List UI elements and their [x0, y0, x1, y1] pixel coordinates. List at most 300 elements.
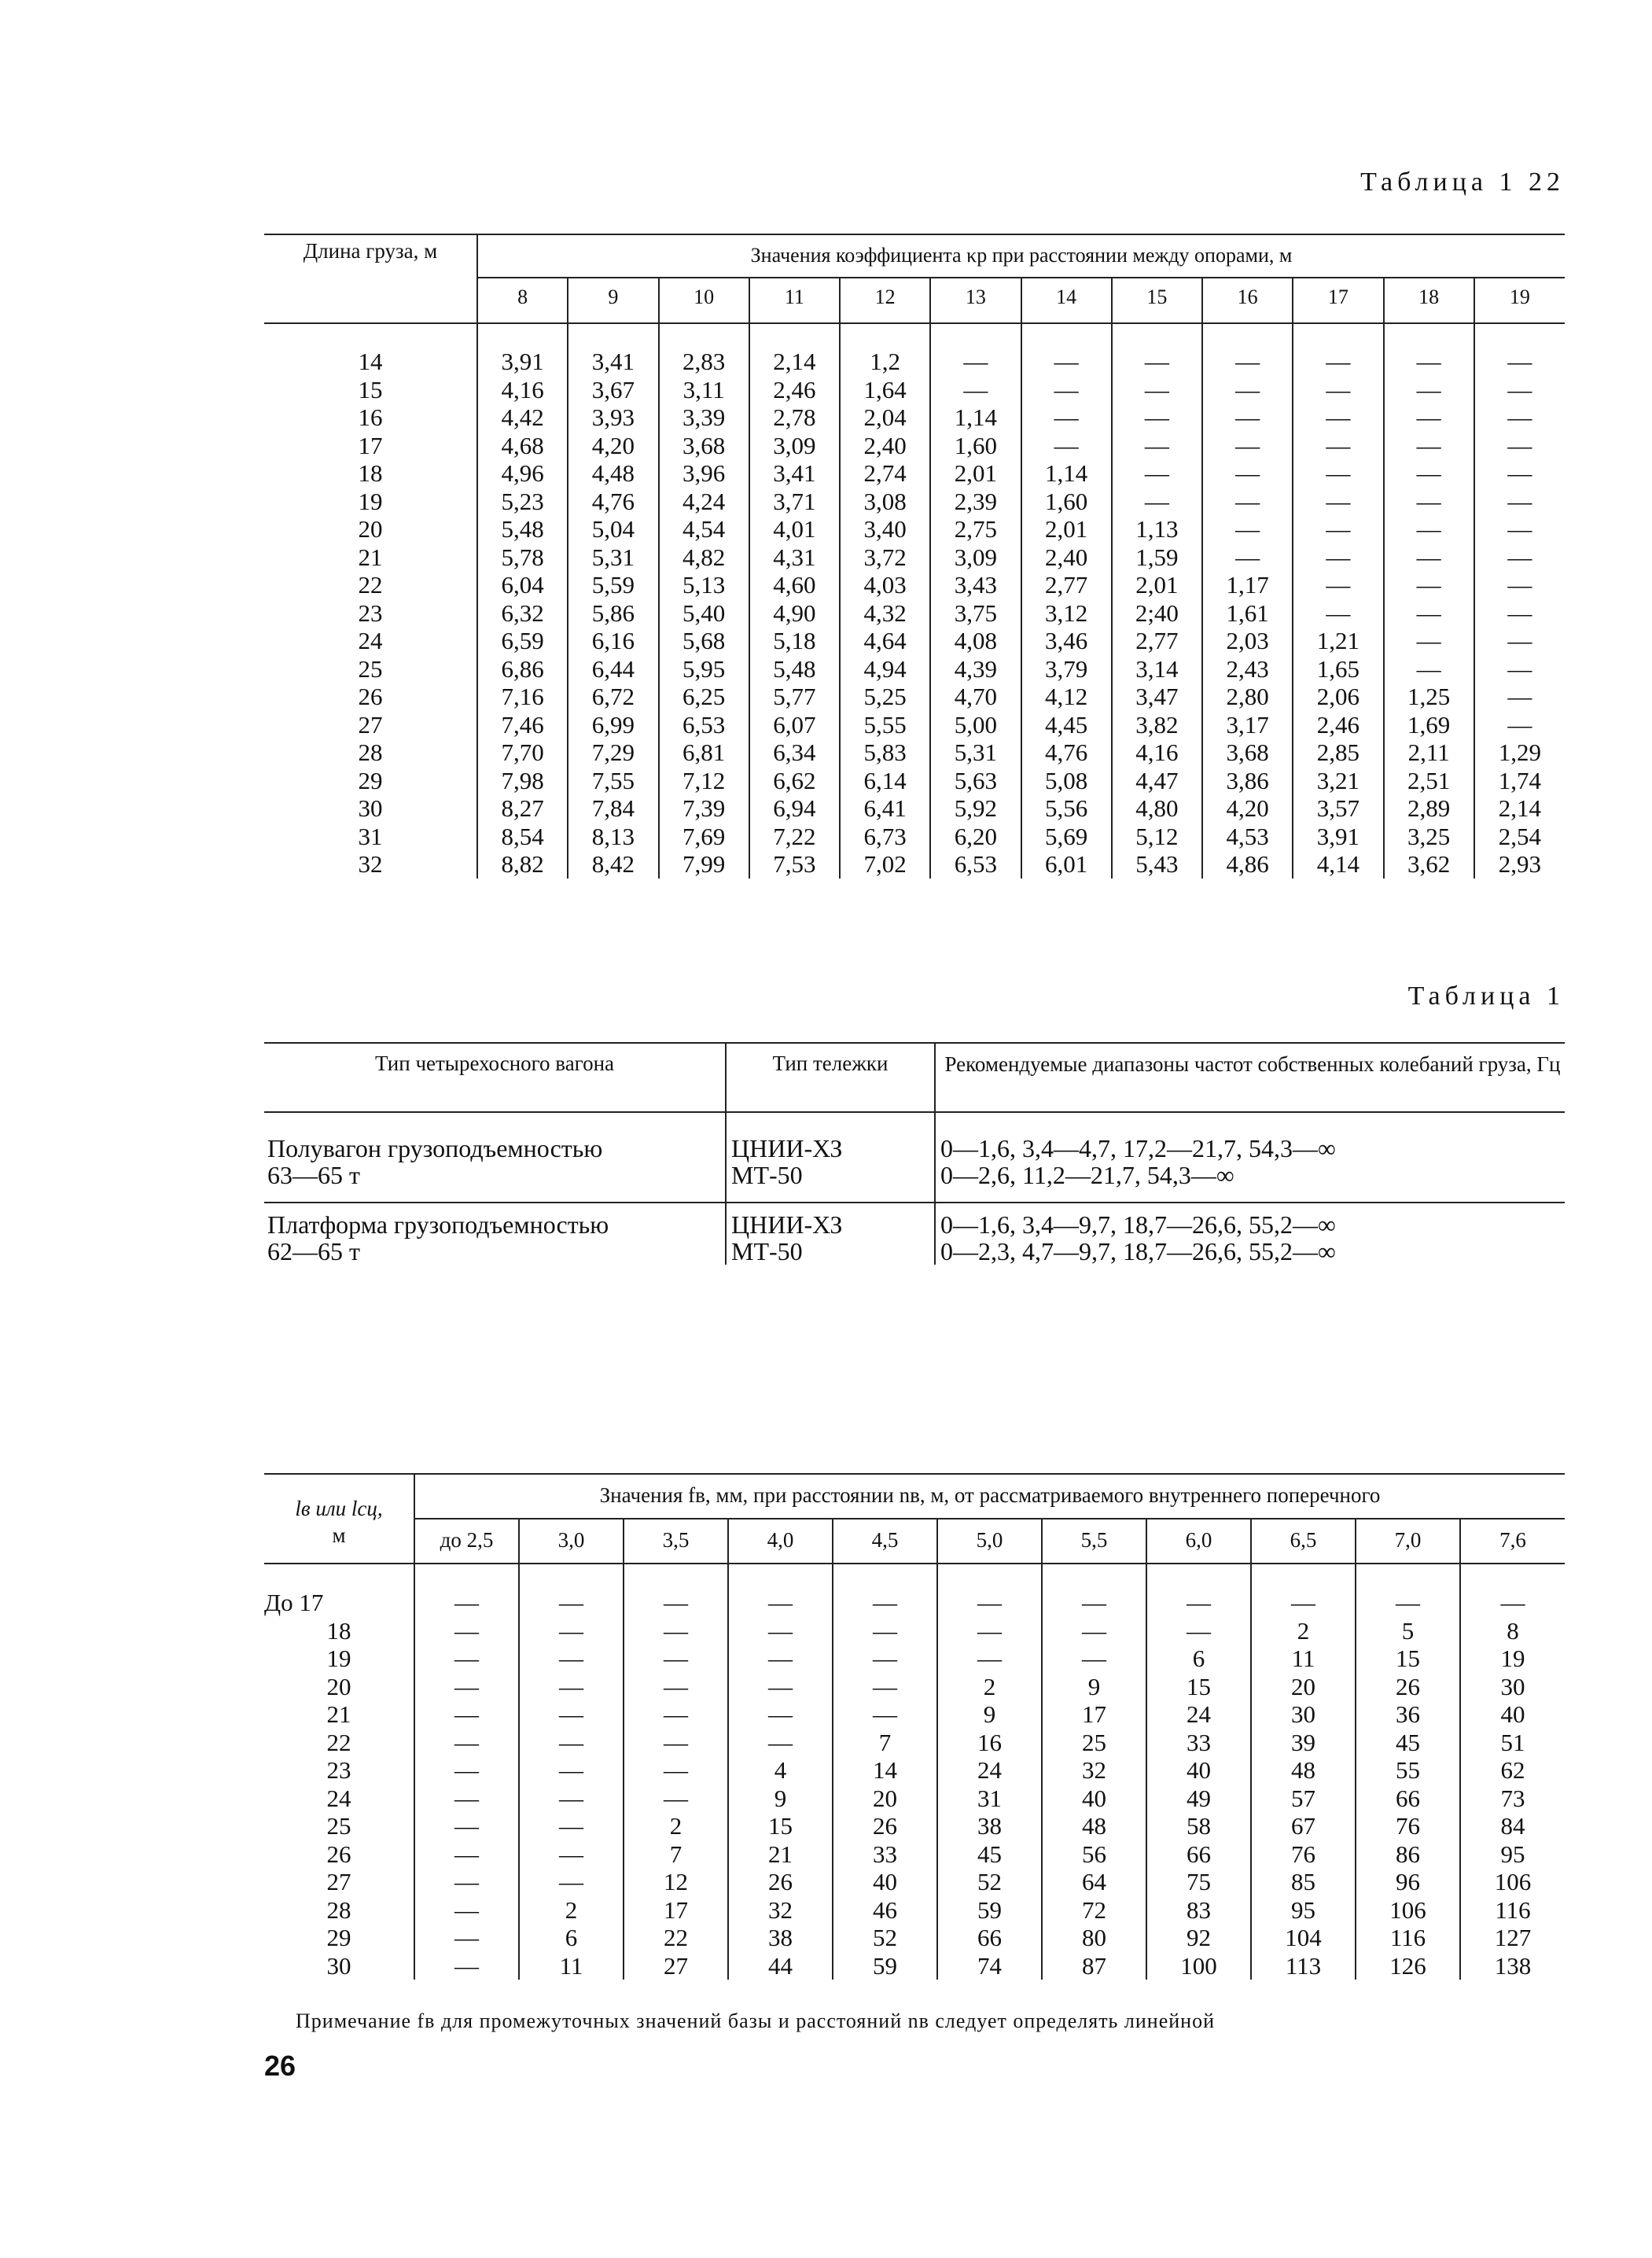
value-cell: —	[414, 1952, 519, 1980]
value-cell: —	[1293, 432, 1383, 460]
value-cell: —	[414, 1589, 519, 1617]
row-length-cell: 32	[358, 850, 383, 878]
value-cell: 4,16	[1112, 739, 1202, 767]
value-cell: 3,68	[659, 432, 749, 460]
value-cell: —	[1293, 376, 1383, 404]
value-cell: —	[1112, 403, 1202, 432]
value-cell: 64	[1042, 1868, 1146, 1896]
value-cell: 2,77	[1112, 627, 1202, 655]
value-cell: 3,57	[1293, 794, 1383, 823]
value-cell: —	[1474, 655, 1565, 683]
value-cell: 5,48	[749, 655, 840, 683]
value-cell: 2,43	[1202, 655, 1293, 683]
value-cell: 1,64	[840, 376, 930, 404]
value-cell: 4,90	[749, 599, 840, 628]
value-cell: 59	[937, 1896, 1042, 1925]
value-cell: 4,20	[1202, 794, 1293, 823]
value-cell: 4,08	[930, 627, 1021, 655]
value-cell: 7,99	[659, 850, 749, 879]
value-cell: 12	[624, 1868, 728, 1896]
value-cell: 1,13	[1112, 515, 1202, 543]
value-cell: 55	[1356, 1756, 1460, 1785]
value-cell: 92	[1146, 1924, 1251, 1952]
value-cell: 27	[624, 1952, 728, 1980]
value-cell: 95	[1460, 1840, 1565, 1869]
value-cell: 24	[1146, 1700, 1251, 1729]
value-cell: 113	[1251, 1952, 1356, 1980]
value-cell: 15	[1146, 1673, 1251, 1701]
value-cell: —	[1112, 488, 1202, 516]
value-cell: —	[1474, 627, 1565, 655]
value-cell: 6	[1146, 1645, 1251, 1673]
table1-col-header: 13	[930, 277, 1021, 318]
table1-col-header: 11	[749, 277, 840, 318]
row-base-cell: 21	[326, 1700, 351, 1728]
value-cell: —	[1293, 459, 1383, 488]
value-cell: 5,56	[1021, 794, 1112, 823]
value-cell: —	[1021, 432, 1112, 460]
value-cell: 4,48	[568, 459, 658, 488]
value-cell: —	[728, 1645, 833, 1673]
value-cell: 80	[1042, 1924, 1146, 1952]
value-cell: —	[624, 1756, 728, 1785]
value-cell: 6,01	[1021, 850, 1112, 879]
value-cell: 40	[1460, 1700, 1565, 1729]
value-cell: 106	[1356, 1896, 1460, 1925]
value-cell: 1,14	[1021, 459, 1112, 488]
value-cell: —	[1293, 543, 1383, 572]
value-cell: 8,82	[477, 850, 568, 879]
value-cell: 1,21	[1293, 627, 1383, 655]
value-cell: 5,68	[659, 627, 749, 655]
value-cell: 6,73	[840, 823, 930, 851]
table1-col-header: 18	[1384, 277, 1474, 318]
value-cell: 40	[1146, 1756, 1251, 1785]
value-cell: 4,03	[840, 571, 930, 599]
value-cell: 2;40	[1112, 599, 1202, 628]
row-base-cell: 24	[326, 1784, 351, 1812]
value-cell: 75	[1146, 1868, 1251, 1896]
value-cell: —	[1384, 376, 1474, 404]
value-cell: —	[1474, 515, 1565, 543]
value-cell: 17	[1042, 1700, 1146, 1729]
value-cell: —	[1293, 571, 1383, 599]
row-base-cell: 26	[326, 1840, 351, 1868]
value-cell: 116	[1356, 1924, 1460, 1952]
value-cell: 2,11	[1384, 739, 1474, 767]
value-cell: —	[937, 1589, 1042, 1617]
row-length-cell: 29	[358, 766, 383, 794]
table3-col-header: 6,0	[1146, 1518, 1251, 1563]
value-cell: 2,46	[749, 376, 840, 404]
value-cell: 51	[1460, 1729, 1565, 1757]
value-cell: 2	[519, 1896, 624, 1925]
value-cell: 3,41	[749, 459, 840, 488]
value-cell: 96	[1356, 1868, 1460, 1896]
table3-group-header: Значения fв, мм, при расстоянии nв, м, от рассматриваемого внутреннего поперечного	[414, 1473, 1565, 1518]
value-cell: 5,31	[568, 543, 658, 572]
table1-col-header: 19	[1474, 277, 1565, 318]
value-cell: 87	[1042, 1952, 1146, 1980]
value-cell: —	[1202, 459, 1293, 488]
value-cell: 3,09	[930, 543, 1021, 572]
value-cell: 32	[728, 1896, 833, 1925]
value-cell: 84	[1460, 1812, 1565, 1840]
value-cell: 6,34	[749, 739, 840, 767]
value-cell: 1,14	[930, 403, 1021, 432]
value-cell: —	[1384, 488, 1474, 516]
value-cell: —	[1293, 599, 1383, 628]
value-cell: 3,40	[840, 515, 930, 543]
table3-col-header: 7,0	[1356, 1518, 1460, 1563]
table-row	[264, 794, 1565, 823]
value-cell: 36	[1356, 1700, 1460, 1729]
table2	[264, 1042, 1565, 1270]
value-cell: 2,01	[930, 459, 1021, 488]
row-base-cell: 22	[326, 1728, 351, 1756]
table1-length-header: Длина груза, м	[303, 239, 438, 263]
value-cell: 3,93	[568, 403, 658, 432]
value-cell: 5,25	[840, 683, 930, 711]
row-length-cell: 31	[358, 822, 383, 850]
value-cell: 6,20	[930, 823, 1021, 851]
value-cell: 3,47	[1112, 683, 1202, 711]
row-base-cell: 27	[326, 1868, 351, 1895]
table2-row1-freq	[940, 1135, 1336, 1188]
value-cell: —	[1021, 403, 1112, 432]
value-cell: 116	[1460, 1896, 1565, 1925]
value-cell: 4,70	[930, 683, 1021, 711]
value-cell: —	[624, 1729, 728, 1757]
table-row	[264, 1700, 1565, 1729]
table-row	[264, 571, 1565, 599]
value-cell: —	[1042, 1617, 1146, 1645]
value-cell: —	[1474, 376, 1565, 404]
value-cell: —	[414, 1840, 519, 1869]
value-cell: 95	[1251, 1896, 1356, 1925]
value-cell: 15	[728, 1812, 833, 1840]
value-cell: 32	[1042, 1756, 1146, 1785]
value-cell: —	[624, 1617, 728, 1645]
value-cell: 76	[1356, 1812, 1460, 1840]
value-cell: —	[930, 348, 1021, 376]
wagon-capacity: 62—65 т	[267, 1237, 360, 1265]
value-cell: —	[1112, 348, 1202, 376]
row-length-cell: 30	[358, 794, 383, 822]
value-cell: 1,60	[930, 432, 1021, 460]
value-cell: 3,46	[1021, 627, 1112, 655]
value-cell: 4,32	[840, 599, 930, 628]
value-cell: 26	[833, 1812, 937, 1840]
row-length-cell: 26	[358, 683, 383, 710]
value-cell: 5,00	[930, 711, 1021, 739]
value-cell: 1,61	[1202, 599, 1293, 628]
table-row	[264, 376, 1565, 404]
value-cell: 6,32	[477, 599, 568, 628]
value-cell: —	[833, 1617, 937, 1645]
value-cell: 4,54	[659, 515, 749, 543]
freq-range: 0—1,6, 3,4—4,7, 17,2—21,7, 54,3—∞	[940, 1134, 1336, 1162]
value-cell: 7,29	[568, 739, 658, 767]
table3-col-header: 4,5	[833, 1518, 937, 1563]
table-row	[264, 348, 1565, 376]
value-cell: —	[414, 1729, 519, 1757]
wagon-capacity: 63—65 т	[267, 1161, 360, 1189]
value-cell: —	[1293, 515, 1383, 543]
row-length-cell: 17	[358, 431, 383, 459]
value-cell: —	[1474, 459, 1565, 488]
value-cell: 20	[833, 1785, 937, 1813]
value-cell: 5,59	[568, 571, 658, 599]
value-cell: 2,14	[1474, 794, 1565, 823]
value-cell: 22	[624, 1924, 728, 1952]
value-cell: 33	[833, 1840, 937, 1869]
row-length-cell: 22	[358, 571, 383, 599]
table3-col-header: 3,5	[624, 1518, 728, 1563]
value-cell: 2,01	[1112, 571, 1202, 599]
value-cell: —	[519, 1645, 624, 1673]
value-cell: 4,12	[1021, 683, 1112, 711]
table-row	[264, 627, 1565, 655]
value-cell: —	[624, 1589, 728, 1617]
header-line: lв или lсц,	[295, 1497, 383, 1520]
value-cell: —	[1251, 1589, 1356, 1617]
table2-header-wagon: Тип четырехосного вагона	[374, 1052, 615, 1075]
value-cell: 5,63	[930, 767, 1021, 795]
value-cell: 2	[624, 1812, 728, 1840]
value-cell: 4,80	[1112, 794, 1202, 823]
table-row	[264, 1785, 1565, 1813]
table1	[264, 234, 1565, 879]
freq-range: 0—2,3, 4,7—9,7, 18,7—26,6, 55,2—∞	[940, 1237, 1336, 1265]
row-length-cell: 18	[358, 459, 383, 487]
row-length-cell: 20	[358, 515, 383, 543]
table-row	[264, 655, 1565, 683]
value-cell: —	[519, 1589, 624, 1617]
value-cell: 9	[1042, 1673, 1146, 1701]
value-cell: 57	[1251, 1785, 1356, 1813]
value-cell: 5,69	[1021, 823, 1112, 851]
value-cell: 48	[1042, 1812, 1146, 1840]
value-cell: 3,75	[930, 599, 1021, 628]
value-cell: —	[519, 1868, 624, 1896]
value-cell: —	[414, 1924, 519, 1952]
value-cell: 66	[937, 1924, 1042, 1952]
value-cell: 83	[1146, 1896, 1251, 1925]
table-row	[264, 1617, 1565, 1645]
value-cell: 7	[833, 1729, 937, 1757]
table-row	[264, 599, 1565, 628]
value-cell: 3,14	[1112, 655, 1202, 683]
value-cell: 74	[937, 1952, 1042, 1980]
table3-col-header: до 2,5	[414, 1518, 519, 1563]
value-cell: 25	[1042, 1729, 1146, 1757]
value-cell: —	[519, 1673, 624, 1701]
value-cell: 5,40	[659, 599, 749, 628]
table-row	[264, 683, 1565, 711]
value-cell: 6	[519, 1924, 624, 1952]
value-cell: 4,39	[930, 655, 1021, 683]
value-cell: —	[1474, 711, 1565, 739]
value-cell: —	[1460, 1589, 1565, 1617]
value-cell: 2,40	[840, 432, 930, 460]
value-cell: 7,12	[659, 767, 749, 795]
row-base-cell: До 17	[264, 1589, 324, 1616]
value-cell: 5,48	[477, 515, 568, 543]
value-cell: 67	[1251, 1812, 1356, 1840]
value-cell: —	[624, 1700, 728, 1729]
value-cell: 4,96	[477, 459, 568, 488]
value-cell: 6,41	[840, 794, 930, 823]
table-row	[264, 543, 1565, 572]
value-cell: —	[1474, 488, 1565, 516]
value-cell: 6,25	[659, 683, 749, 711]
value-cell: 5,55	[840, 711, 930, 739]
value-cell: —	[728, 1673, 833, 1701]
value-cell: 7,98	[477, 767, 568, 795]
value-cell: —	[1474, 432, 1565, 460]
table-row	[264, 1645, 1565, 1673]
value-cell: —	[414, 1645, 519, 1673]
value-cell: 49	[1146, 1785, 1251, 1813]
value-cell: —	[1474, 403, 1565, 432]
value-cell: —	[1384, 515, 1474, 543]
value-cell: —	[833, 1673, 937, 1701]
row-base-cell: 23	[326, 1756, 351, 1784]
value-cell: —	[1474, 599, 1565, 628]
value-cell: 104	[1251, 1924, 1356, 1952]
value-cell: 20	[1251, 1673, 1356, 1701]
value-cell: 26	[1356, 1673, 1460, 1701]
value-cell: 3,96	[659, 459, 749, 488]
value-cell: 2,85	[1293, 739, 1383, 767]
value-cell: —	[1384, 571, 1474, 599]
value-cell: 4,20	[568, 432, 658, 460]
row-base-cell: 18	[326, 1616, 351, 1645]
table-row	[264, 1896, 1565, 1925]
table1-col-header: 15	[1112, 277, 1202, 318]
value-cell: —	[519, 1617, 624, 1645]
value-cell: 7,84	[568, 794, 658, 823]
value-cell: 7	[624, 1840, 728, 1869]
value-cell: 9	[937, 1700, 1042, 1729]
row-length-cell: 15	[358, 375, 383, 403]
value-cell: —	[937, 1645, 1042, 1673]
value-cell: 76	[1251, 1840, 1356, 1869]
row-length-cell: 21	[358, 543, 383, 571]
value-cell: —	[1474, 543, 1565, 572]
row-length-cell: 24	[358, 627, 383, 654]
row-base-cell: 20	[326, 1672, 351, 1700]
value-cell: 40	[833, 1868, 937, 1896]
value-cell: 24	[937, 1756, 1042, 1785]
value-cell: 6,81	[659, 739, 749, 767]
value-cell: 30	[1460, 1673, 1565, 1701]
value-cell: 85	[1251, 1868, 1356, 1896]
table1-col-header: 14	[1021, 277, 1112, 318]
value-cell: 2,75	[930, 515, 1021, 543]
value-cell: 2,01	[1021, 515, 1112, 543]
table-row	[264, 1756, 1565, 1785]
value-cell: 2,40	[1021, 543, 1112, 572]
value-cell: 5,12	[1112, 823, 1202, 851]
value-cell: 3,79	[1021, 655, 1112, 683]
value-cell: 59	[833, 1952, 937, 1980]
value-cell: —	[728, 1729, 833, 1757]
row-length-cell: 16	[358, 403, 383, 431]
value-cell: —	[1384, 432, 1474, 460]
value-cell: 4	[728, 1756, 833, 1785]
value-cell: —	[1474, 571, 1565, 599]
table-row	[264, 850, 1565, 879]
row-length-cell: 23	[358, 599, 383, 627]
value-cell: 3,62	[1384, 850, 1474, 879]
value-cell: 4,14	[1293, 850, 1383, 879]
value-cell: 2,39	[930, 488, 1021, 516]
row-base-cell: 28	[326, 1895, 351, 1924]
value-cell: 4,68	[477, 432, 568, 460]
value-cell: 30	[1251, 1700, 1356, 1729]
value-cell: 3,91	[477, 348, 568, 376]
value-cell: 16	[937, 1729, 1042, 1757]
value-cell: 2,51	[1384, 767, 1474, 795]
value-cell: 2	[937, 1673, 1042, 1701]
value-cell: 26	[728, 1868, 833, 1896]
value-cell: —	[1384, 348, 1474, 376]
value-cell: 5,13	[659, 571, 749, 599]
value-cell: —	[1112, 432, 1202, 460]
value-cell: —	[833, 1589, 937, 1617]
table1-col-header: 8	[477, 277, 568, 318]
value-cell: —	[1384, 403, 1474, 432]
value-cell: 38	[728, 1924, 833, 1952]
value-cell: 44	[728, 1952, 833, 1980]
value-cell: —	[728, 1617, 833, 1645]
value-cell: 6,07	[749, 711, 840, 739]
value-cell: —	[1042, 1589, 1146, 1617]
value-cell: 6,53	[659, 711, 749, 739]
value-cell: 58	[1146, 1812, 1251, 1840]
value-cell: 4,82	[659, 543, 749, 572]
table-row	[264, 1589, 1565, 1617]
value-cell: 2,06	[1293, 683, 1383, 711]
value-cell: 4,76	[1021, 739, 1112, 767]
value-cell: —	[1384, 543, 1474, 572]
value-cell: 2,93	[1474, 850, 1565, 879]
table3-col-header: 5,0	[937, 1518, 1042, 1563]
row-base-cell: 29	[326, 1924, 351, 1951]
value-cell: —	[519, 1729, 624, 1757]
bogie-type: МТ-50	[731, 1161, 803, 1189]
value-cell: —	[1384, 655, 1474, 683]
value-cell: 2,80	[1202, 683, 1293, 711]
table3-col-header: 5,5	[1042, 1518, 1146, 1563]
table2-header-bogie: Тип тележки	[772, 1052, 889, 1075]
value-cell: 2,74	[840, 459, 930, 488]
value-cell: 3,11	[659, 376, 749, 404]
table-row	[264, 1673, 1565, 1701]
table2-row2-bogie	[731, 1211, 842, 1265]
value-cell: 73	[1460, 1785, 1565, 1813]
table2-row1-wagon	[267, 1135, 602, 1188]
value-cell: 46	[833, 1896, 937, 1925]
value-cell: 7,39	[659, 794, 749, 823]
value-cell: 1,17	[1202, 571, 1293, 599]
table-row	[264, 488, 1565, 516]
value-cell: 62	[1460, 1756, 1565, 1785]
table2-header-freq: Рекомендуемые диапазоны частот собственных колебаний груза, Гц	[944, 1052, 1561, 1076]
value-cell: 2,89	[1384, 794, 1474, 823]
